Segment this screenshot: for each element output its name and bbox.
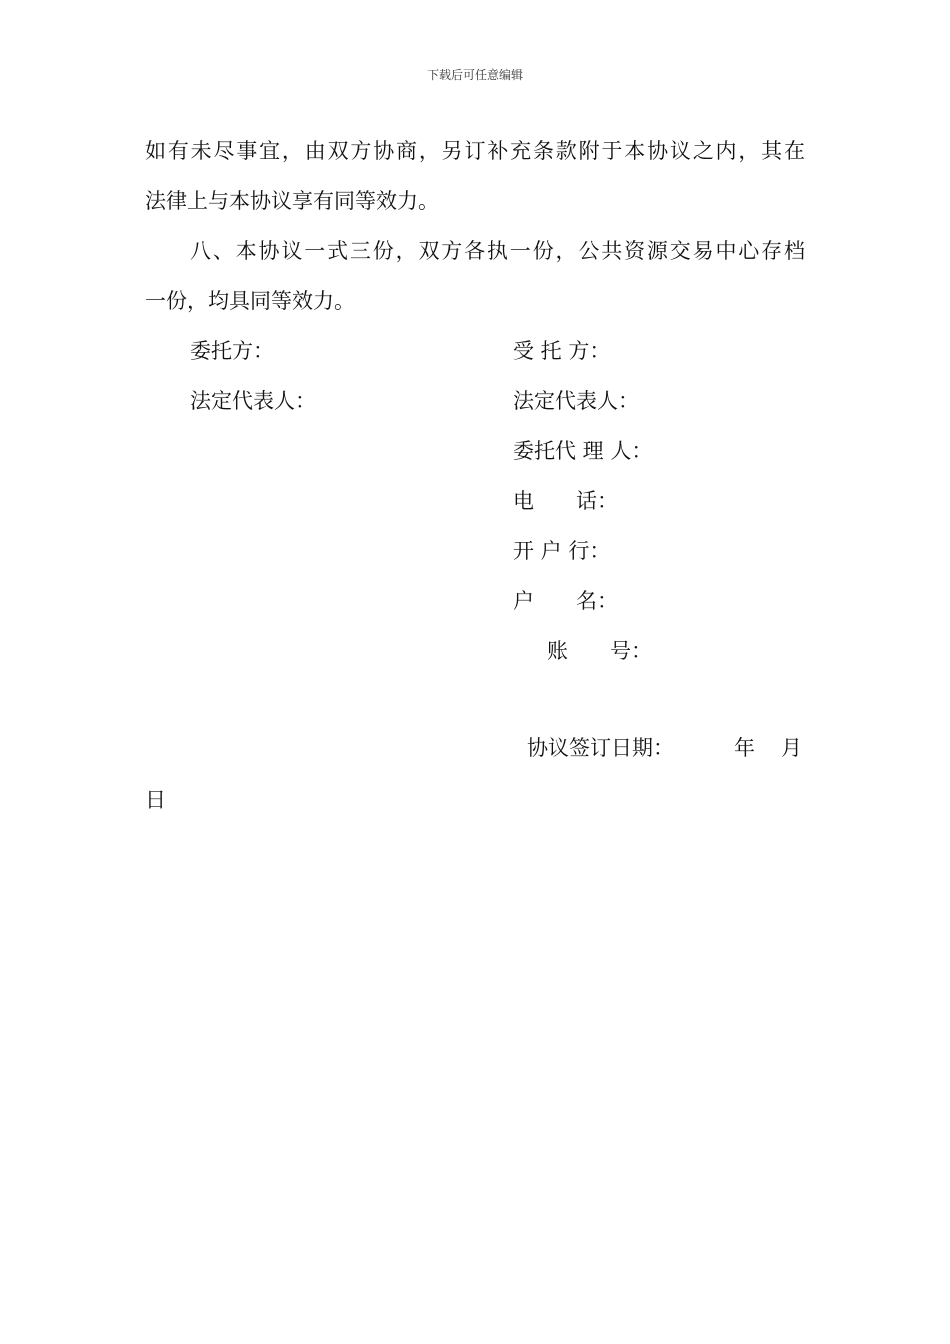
agent-representative-label: 法定代表人： [513,389,639,413]
signing-date-line [527,733,802,763]
page-header-note: 下载后可任意编辑 [426,68,523,82]
principal-label: 委托方： [190,339,274,363]
agent-proxy-label: 委托代 理 人： [513,439,653,463]
principal-representative-label: 法定代表人： [190,389,316,413]
paragraph-1-line-2: 法律上与本协议享有同等效力。 [145,189,439,213]
account-number-label: 账 号： [547,639,652,663]
paragraph-1-line-1: 如有未尽事宜，由双方协商，另订补充条款附于本协议之内，其在 [145,139,805,163]
date-day: 日 [145,788,166,812]
agent-label: 受 托 方： [513,339,611,363]
phone-label: 电 话： [513,489,618,513]
paragraph-2-line-2: 一份，均具同等效力。 [145,289,355,313]
date-year: 年 [734,736,755,760]
paragraph-2-line-1: 八、本协议一式三份，双方各执一份，公共资源交易中心存档 [190,239,805,263]
bank-label: 开 户 行： [513,539,611,563]
signing-date-label: 协议签订日期： [527,736,674,760]
account-name-label: 户 名： [513,589,618,613]
date-month: 月 [781,736,802,760]
